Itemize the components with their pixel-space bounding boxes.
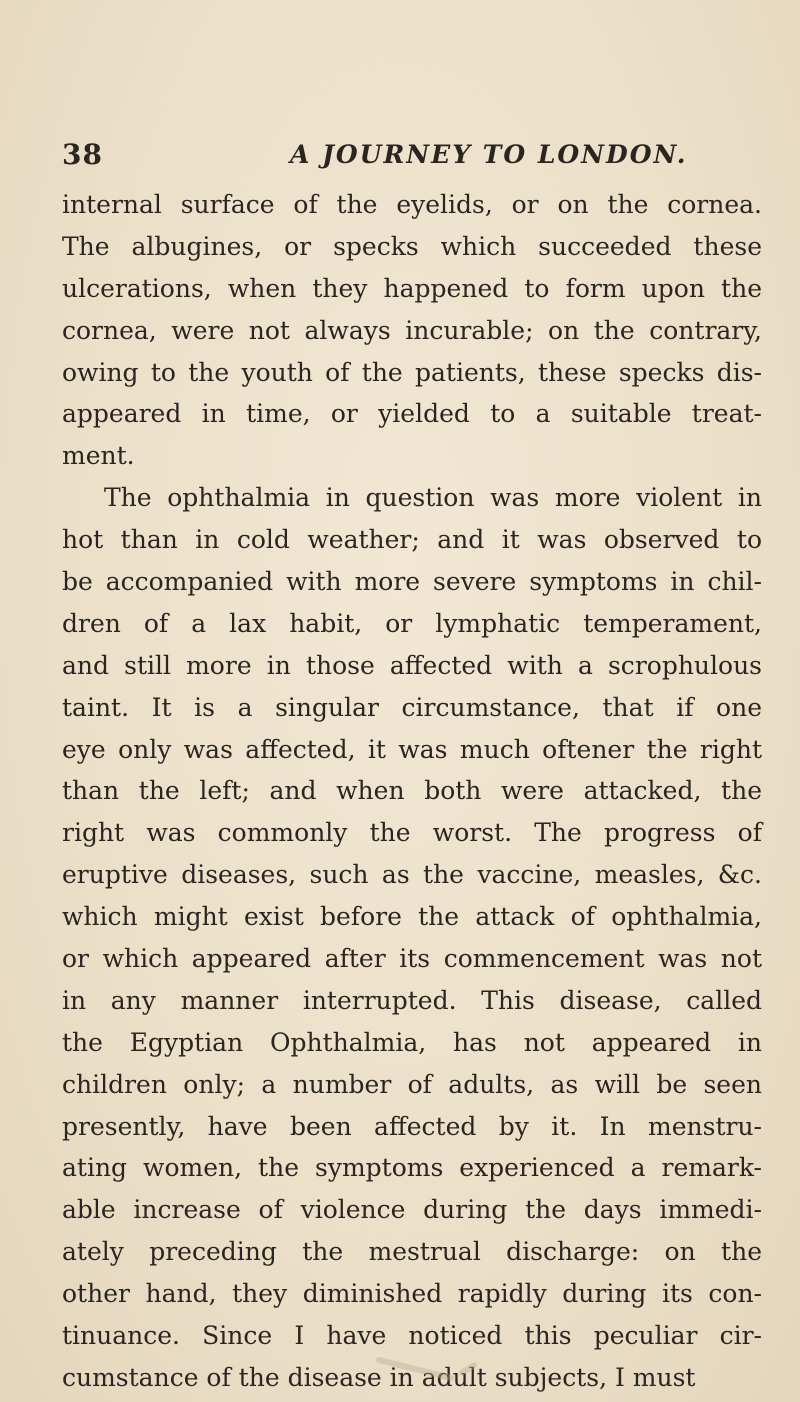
text-line: the Egyptian Ophthalmia, has not appeared in (62, 1027, 762, 1057)
text-line: appeared in time, or yielded to a suitable treat- (62, 399, 762, 429)
text-line: ately preceding the mestrual discharge: on the (62, 1237, 762, 1267)
text-line: taint. It is a singular circumstance, that if one (62, 692, 762, 722)
text-line: owing to the youth of the patients, these specks dis- (62, 357, 762, 387)
text-line: other hand, they diminished rapidly during its con- (62, 1279, 762, 1309)
text-line: cornea, were not always incurable; on the contrary, (62, 315, 762, 345)
text-line: be accompanied with more severe symptoms in chil- (62, 567, 762, 597)
text-line: in any manner interrupted. This disease, called (62, 985, 762, 1015)
text-line: The albugines, or specks which succeeded these (62, 231, 762, 261)
text-line: ulcerations, when they happened to form upon the (62, 273, 762, 303)
text-line: presently, have been affected by it. In menstru- (62, 1111, 762, 1141)
text-line: right was commonly the worst. The progress of (62, 818, 762, 848)
page-header (62, 138, 740, 178)
text-line: eye only was affected, it was much oftener the right (62, 734, 762, 764)
text-line: dren of a lax habit, or lymphatic temperament, (62, 608, 762, 638)
text-line: hot than in cold weather; and it was observed to (62, 525, 762, 555)
text-line: internal surface of the eyelids, or on the cornea. (62, 190, 762, 219)
running-head: A JOURNEY TO LONDON. (290, 140, 688, 169)
text-line: which might exist before the attack of ophthalmia, (62, 902, 762, 932)
text-line: able increase of violence during the days immedi- (62, 1195, 762, 1225)
page-number: 38 (62, 138, 103, 171)
text-line: tinuance. Since I have noticed this peculiar cir- (62, 1321, 762, 1351)
text-line: than the left; and when both were attacked, the (62, 776, 762, 806)
body-text (62, 184, 762, 1399)
text-line: children only; a number of adults, as will be seen (62, 1069, 762, 1099)
text-line: ating women, the symptoms experienced a remark- (62, 1153, 762, 1183)
text-line: cumstance of the disease in adult subjects, I must (62, 1362, 696, 1392)
text-line: ment. (62, 441, 135, 471)
text-line: or which appeared after its commencement was not (62, 944, 762, 974)
text-line: eruptive diseases, such as the vaccine, measles, &c. (62, 860, 762, 890)
text-line: and still more in those affected with a scrophulous (62, 650, 762, 680)
text-line: The ophthalmia in question was more violent in (104, 483, 762, 513)
